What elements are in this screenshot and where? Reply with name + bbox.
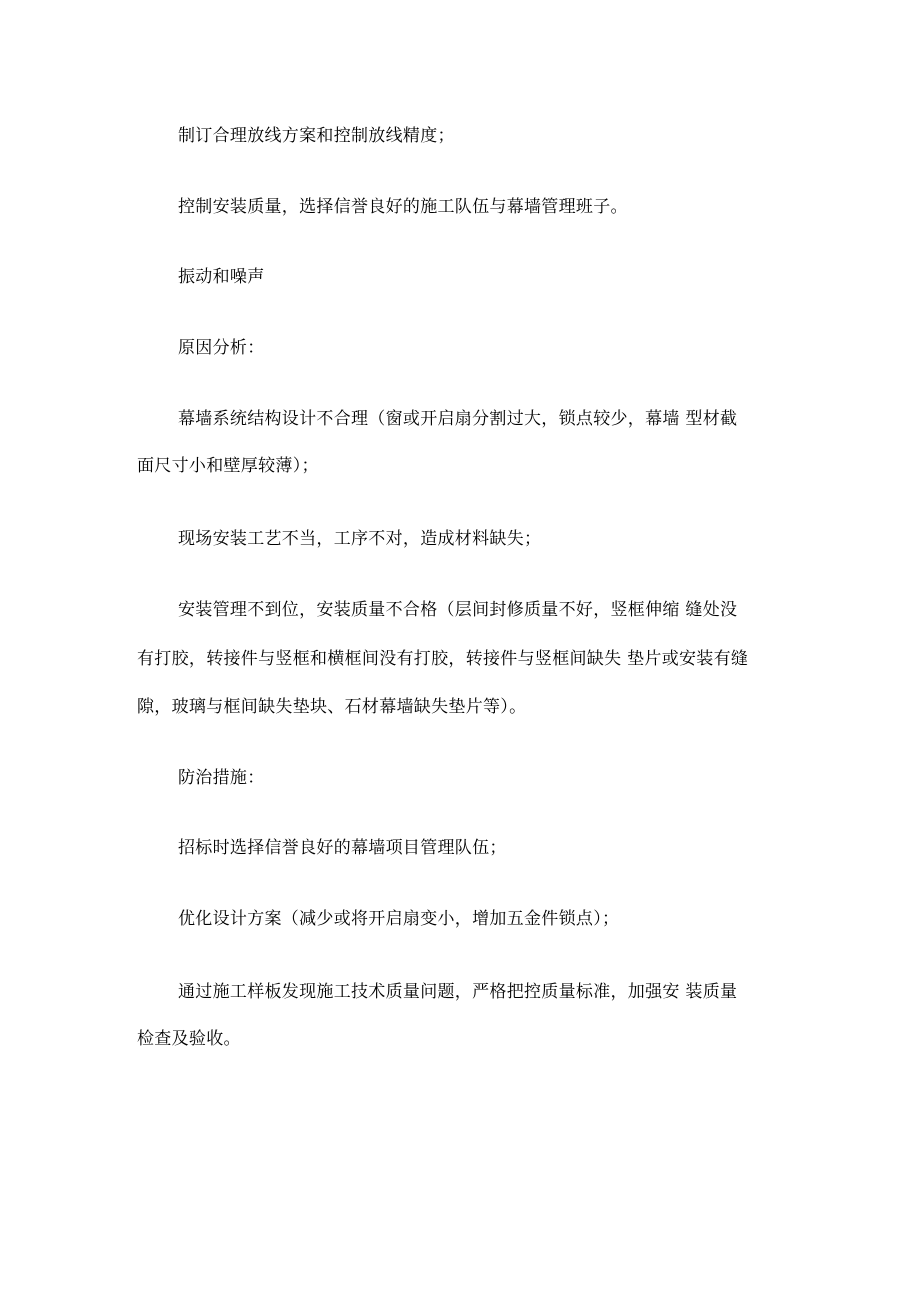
paragraph-line: 隙，玻璃与框间缺失垫块、石材幕墙缺失垫片等）。 [137,697,527,717]
paragraph-line: 优化设计方案（减少或将开启扇变小，增加五金件锁点）； [178,909,620,929]
paragraph-line: 控制安装质量，选择信誉良好的施工队伍与幕墙管理班子。 [178,197,628,217]
paragraph-line: 幕墙系统结构设计不合理（窗或开启扇分割过大，锁点较少，幕墙 型材截 [178,409,738,429]
paragraph-line: 现场安装工艺不当，工序不对，造成材料缺失； [178,529,542,549]
paragraph-line: 招标时选择信誉良好的幕墙项目管理队伍； [178,838,507,858]
subsection-heading: 原因分析： [178,338,265,358]
section-heading: 振动和噪声 [178,267,265,287]
paragraph-line: 检查及验收。 [137,1029,241,1049]
paragraph-line: 有打胶，转接件与竖框和横框间没有打胶，转接件与竖框间缺失 垫片或安装有缝 [137,649,749,669]
paragraph-line: 制订合理放线方案和控制放线精度； [178,126,455,146]
paragraph-line: 通过施工样板发现施工技术质量问题，严格把控质量标准，加强安 装质量 [178,982,738,1002]
subsection-heading: 防治措施： [178,768,265,788]
paragraph-line: 面尺寸小和壁厚较薄）； [137,456,319,476]
paragraph-line: 安装管理不到位，安装质量不合格（层间封修质量不好，竖框伸缩 缝处没 [178,600,738,620]
